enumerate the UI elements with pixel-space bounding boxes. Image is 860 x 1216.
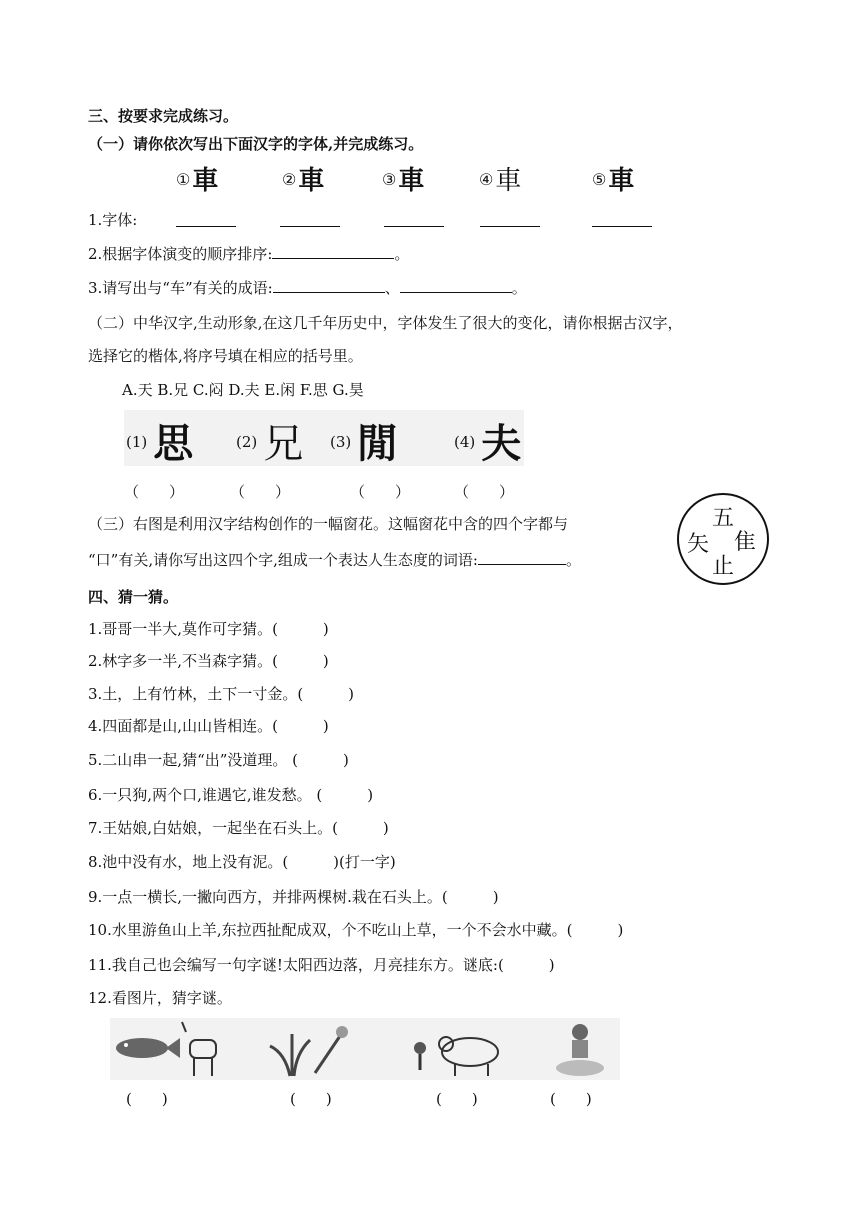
riddle-8: 8.池中没有水，地上没有泥。( )(打一字) bbox=[88, 853, 396, 871]
q1-label: 1.字体: bbox=[88, 211, 138, 229]
picture-answer-4[interactable]: ( ) bbox=[550, 1090, 592, 1108]
part3-line1: （三）右图是利用汉字结构创作的一幅窗花。这幅窗花中含的四个字都与 bbox=[88, 515, 569, 533]
q2-line: 2.根据字体演变的顺序排序: 。 bbox=[88, 245, 410, 263]
part2-line1: （二）中华汉字,生动形象,在这几千年历史中，字体发生了很大的变化，请你根据古汉字， bbox=[88, 314, 683, 332]
ancient-char-1: (1) 思 bbox=[126, 421, 194, 467]
riddle-4: 4.四面都是山,山山皆相连。( ) bbox=[88, 717, 329, 735]
window-flower-image: 五 矢 隹 止 bbox=[677, 493, 769, 585]
riddle-6: 6.一只狗,两个口,谁遇它,谁发愁。 ( ) bbox=[88, 786, 374, 804]
q3-blank-2[interactable] bbox=[400, 278, 512, 293]
answer-paren-2[interactable]: （ ） bbox=[230, 483, 291, 501]
answer-paren-3[interactable]: （ ） bbox=[350, 483, 411, 501]
glyph-3: ③車 bbox=[382, 166, 425, 196]
riddle-11: 11.我自己也会编写一句字谜!太阳西边落，月亮挂东方。谜底:( ) bbox=[88, 956, 555, 974]
q3-blank-1[interactable] bbox=[273, 278, 385, 293]
section4-title: 四、猜一猜。 bbox=[88, 588, 179, 606]
q2-blank[interactable] bbox=[272, 244, 394, 259]
font-blank-1[interactable] bbox=[176, 226, 236, 227]
riddle-5: 5.二山串一起,猜“出”没道理。 ( ) bbox=[88, 751, 349, 769]
riddle-2: 2.林字多一半,不当森字猜。( ) bbox=[88, 652, 329, 670]
picture-answer-3[interactable]: ( ) bbox=[436, 1090, 478, 1108]
glyph-2: ②車 bbox=[282, 166, 325, 196]
glyph-4: ④車 bbox=[479, 166, 522, 196]
section3-title: 三、按要求完成练习。 bbox=[88, 107, 239, 125]
ancient-char-4: (4) 夫 bbox=[454, 421, 522, 467]
answer-paren-4[interactable]: （ ） bbox=[454, 483, 515, 501]
riddle-10: 10.水里游鱼山上羊,东拉西扯配成双，个不吃山上草，一个不会水中藏。( ) bbox=[88, 921, 624, 939]
glyph-5: ⑤車 bbox=[592, 166, 635, 196]
q3-label: 3.请写出与“车”有关的成语: bbox=[88, 279, 273, 297]
riddle-3: 3.土，上有竹林，土下一寸金。( ) bbox=[88, 685, 355, 703]
font-blank-2[interactable] bbox=[280, 226, 340, 227]
part3-blank[interactable] bbox=[478, 550, 566, 565]
fish-goat-picture bbox=[116, 1022, 216, 1076]
font-blank-4[interactable] bbox=[480, 226, 540, 227]
part1-title: （一）请你依次写出下面汉字的字体,并完成练习。 bbox=[88, 135, 424, 153]
ancient-char-2: (2) 兄 bbox=[236, 421, 304, 467]
grass-fire-picture bbox=[270, 1026, 348, 1076]
picture-answer-1[interactable]: ( ) bbox=[126, 1090, 168, 1108]
part2-line2: 选择它的楷体,将序号填在相应的括号里。 bbox=[88, 347, 363, 365]
riddle-7: 7.王姑娘,白姑娘，一起坐在石头上。( ) bbox=[88, 819, 389, 837]
q2-label: 2.根据字体演变的顺序排序: bbox=[88, 245, 273, 263]
part2-options: A.天 B.兄 C.闷 D.夫 E.闲 F.思 G.昊 bbox=[122, 381, 364, 399]
font-blank-5[interactable] bbox=[592, 226, 652, 227]
girl-stone-picture bbox=[556, 1024, 604, 1076]
riddle-12: 12.看图片，猜字谜。 bbox=[88, 989, 232, 1007]
q3-line: 3.请写出与“车”有关的成语: 、 。 bbox=[88, 279, 527, 297]
riddle-1: 1.哥哥一半大,莫作可字猜。( ) bbox=[88, 620, 329, 638]
person-ox-picture bbox=[414, 1037, 498, 1076]
font-blank-3[interactable] bbox=[384, 226, 444, 227]
answer-paren-1[interactable]: （ ） bbox=[124, 483, 185, 501]
riddle-9: 9.一点一横长,一撇向西方，并排两棵树.栽在石头上。( ) bbox=[88, 888, 499, 906]
glyph-1: ①車 bbox=[176, 166, 213, 196]
picture-answer-2[interactable]: ( ) bbox=[290, 1090, 332, 1108]
ancient-char-3: (3) 閒 bbox=[330, 421, 398, 467]
riddle-pictures bbox=[110, 1018, 620, 1080]
part3-line2: “口”有关,请你写出这四个字,组成一个表达人生态度的词语: 。 bbox=[88, 551, 581, 569]
